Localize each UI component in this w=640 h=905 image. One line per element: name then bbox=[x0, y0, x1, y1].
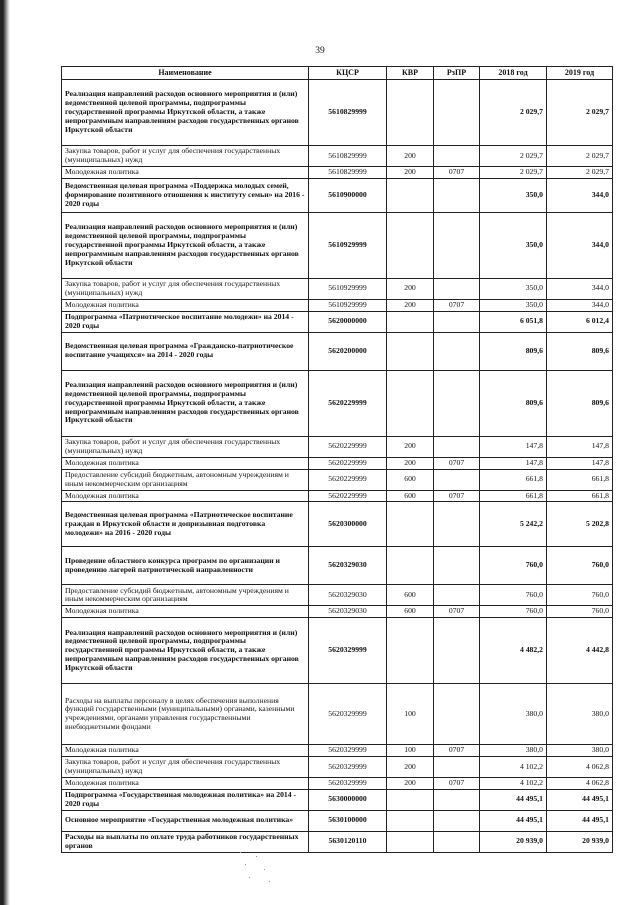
row-2018: 5 242,2 bbox=[480, 502, 547, 547]
row-kcsr: 5630000000 bbox=[309, 789, 387, 810]
row-kcsr: 5630100000 bbox=[309, 810, 387, 831]
row-name: Закупка товаров, работ и услуг для обеспечения государственных (муниципальных) нужд bbox=[62, 146, 309, 167]
table-row bbox=[62, 831, 613, 852]
row-name: Ведомственная целевая программа «Патриотическое воспитание граждан в Иркутской области и допризывная подготовка молодежи» на 2016 - 2020 годы bbox=[62, 502, 309, 547]
table-row bbox=[62, 606, 613, 618]
row-2018: 4 102,2 bbox=[480, 757, 547, 778]
row-kcsr: 5620329030 bbox=[309, 606, 387, 618]
row-kvr bbox=[387, 547, 434, 585]
row-kvr bbox=[387, 311, 434, 332]
row-rzpr bbox=[434, 757, 480, 778]
row-2019: 147,8 bbox=[547, 436, 613, 457]
row-2019: 809,6 bbox=[547, 370, 613, 436]
row-rzpr bbox=[434, 178, 480, 212]
table-row bbox=[62, 212, 613, 278]
row-name: Подпрограмма «Государственная молодежная политика» на 2014 - 2020 годы bbox=[62, 789, 309, 810]
row-rzpr bbox=[434, 146, 480, 167]
row-rzpr bbox=[434, 332, 480, 370]
row-kvr bbox=[387, 618, 434, 684]
row-name: Проведение областного конкурса программ по организации и проведению лагерей патриотической направленности bbox=[62, 547, 309, 585]
row-kvr bbox=[387, 502, 434, 547]
row-rzpr: 0707 bbox=[434, 745, 480, 757]
table-row bbox=[62, 547, 613, 585]
row-2018: 4 482,2 bbox=[480, 618, 547, 684]
row-rzpr bbox=[434, 212, 480, 278]
row-2018: 350,0 bbox=[480, 212, 547, 278]
row-name: Молодежная политика bbox=[62, 490, 309, 502]
row-2018: 380,0 bbox=[480, 745, 547, 757]
row-kcsr: 5620229999 bbox=[309, 469, 387, 490]
row-2019: 44 495,1 bbox=[547, 789, 613, 810]
row-2018: 380,0 bbox=[480, 684, 547, 745]
row-rzpr bbox=[434, 436, 480, 457]
row-2018: 20 939,0 bbox=[480, 831, 547, 852]
row-rzpr bbox=[434, 370, 480, 436]
row-kvr bbox=[387, 831, 434, 852]
row-2019: 809,6 bbox=[547, 332, 613, 370]
row-2019: 5 202,8 bbox=[547, 502, 613, 547]
row-name: Молодежная политика bbox=[62, 457, 309, 469]
row-kcsr: 5620329999 bbox=[309, 684, 387, 745]
table-row bbox=[62, 757, 613, 778]
row-2019: 4 062,8 bbox=[547, 778, 613, 790]
row-kcsr: 5620329999 bbox=[309, 618, 387, 684]
table-header-row bbox=[62, 67, 613, 80]
row-2019: 147,8 bbox=[547, 457, 613, 469]
header-kvr: КВР bbox=[387, 67, 434, 80]
row-2019: 344,0 bbox=[547, 278, 613, 299]
row-kvr: 200 bbox=[387, 278, 434, 299]
row-2019: 344,0 bbox=[547, 212, 613, 278]
row-rzpr bbox=[434, 831, 480, 852]
row-2018: 6 051,8 bbox=[480, 311, 547, 332]
row-rzpr bbox=[434, 789, 480, 810]
row-rzpr: 0707 bbox=[434, 490, 480, 502]
row-kvr bbox=[387, 212, 434, 278]
row-kcsr: 5620329030 bbox=[309, 585, 387, 606]
row-name: Молодежная политика bbox=[62, 778, 309, 790]
row-rzpr bbox=[434, 80, 480, 146]
row-name: Расходы на выплаты по оплате труда работников государственных органов bbox=[62, 831, 309, 852]
row-2018: 44 495,1 bbox=[480, 810, 547, 831]
row-kcsr: 5620229999 bbox=[309, 490, 387, 502]
row-kcsr: 5620329999 bbox=[309, 778, 387, 790]
scan-edge bbox=[0, 0, 10, 905]
budget-table bbox=[61, 66, 613, 853]
table-row bbox=[62, 436, 613, 457]
row-kcsr: 5610829999 bbox=[309, 167, 387, 179]
row-rzpr: 0707 bbox=[434, 778, 480, 790]
table-row bbox=[62, 178, 613, 212]
row-2018: 350,0 bbox=[480, 278, 547, 299]
row-kcsr: 5620329030 bbox=[309, 547, 387, 585]
table-row bbox=[62, 299, 613, 311]
row-2018: 44 495,1 bbox=[480, 789, 547, 810]
row-kcsr: 5620329999 bbox=[309, 745, 387, 757]
table-row bbox=[62, 789, 613, 810]
row-kvr: 600 bbox=[387, 606, 434, 618]
row-kvr: 200 bbox=[387, 778, 434, 790]
row-kvr: 600 bbox=[387, 585, 434, 606]
row-name: Реализация направлений расходов основного мероприятия и (или) ведомственной целевой программы, подпрограммы государственной программы Иркутской области, а также непрограммным направлениям расходов государственных органов Иркутской области bbox=[62, 212, 309, 278]
row-name: Закупка товаров, работ и услуг для обеспечения государственных (муниципальных) нужд bbox=[62, 757, 309, 778]
header-name: Наименование bbox=[62, 67, 309, 80]
table-row bbox=[62, 810, 613, 831]
row-kcsr: 5610929999 bbox=[309, 212, 387, 278]
row-2018: 147,8 bbox=[480, 457, 547, 469]
row-2019: 344,0 bbox=[547, 299, 613, 311]
row-kcsr: 5620200000 bbox=[309, 332, 387, 370]
row-name: Реализация направлений расходов основного мероприятия и (или) ведомственной целевой программы, подпрограммы государственной программы Иркутской области, а также непрограммным направлениям расходов государственных органов Иркутской области bbox=[62, 80, 309, 146]
row-name: Расходы на выплаты персоналу в целях обеспечения выполнения функций государственными (муниципальными) органами, казенными учреждениями, органами управления государственными внебюджетными фондами bbox=[62, 684, 309, 745]
row-2019: 2 029,7 bbox=[547, 146, 613, 167]
row-kcsr: 5610829999 bbox=[309, 80, 387, 146]
table-row bbox=[62, 585, 613, 606]
row-2019: 4 062,8 bbox=[547, 757, 613, 778]
row-kvr: 600 bbox=[387, 469, 434, 490]
row-name: Молодежная политика bbox=[62, 167, 309, 179]
row-2018: 4 102,2 bbox=[480, 778, 547, 790]
scan-noise bbox=[236, 850, 276, 890]
row-kcsr: 5630120110 bbox=[309, 831, 387, 852]
table-row bbox=[62, 618, 613, 684]
row-2018: 350,0 bbox=[480, 299, 547, 311]
row-2019: 344,0 bbox=[547, 178, 613, 212]
row-rzpr bbox=[434, 278, 480, 299]
row-rzpr bbox=[434, 810, 480, 831]
row-rzpr: 0707 bbox=[434, 167, 480, 179]
row-2019: 380,0 bbox=[547, 684, 613, 745]
row-rzpr: 0707 bbox=[434, 299, 480, 311]
row-name: Реализация направлений расходов основного мероприятия и (или) ведомственной целевой программы, подпрограммы государственной программы Иркутской области, а также непрограммным направлениям расходов государственных органов Иркутской области bbox=[62, 370, 309, 436]
row-2018: 350,0 bbox=[480, 178, 547, 212]
row-rzpr bbox=[434, 684, 480, 745]
row-name: Ведомственная целевая программа «Поддержка молодых семей, формирование позитивного отношения к институту семьи» на 2016 - 2020 годы bbox=[62, 178, 309, 212]
header-2018: 2018 год bbox=[480, 67, 547, 80]
table-row bbox=[62, 146, 613, 167]
row-rzpr bbox=[434, 502, 480, 547]
table-row bbox=[62, 778, 613, 790]
row-rzpr bbox=[434, 618, 480, 684]
row-kcsr: 5620000000 bbox=[309, 311, 387, 332]
row-kvr: 200 bbox=[387, 457, 434, 469]
row-kvr bbox=[387, 178, 434, 212]
row-kvr: 200 bbox=[387, 146, 434, 167]
row-name: Подпрограмма «Патриотическое воспитание молодежи» на 2014 - 2020 годы bbox=[62, 311, 309, 332]
row-kvr bbox=[387, 80, 434, 146]
row-kvr bbox=[387, 789, 434, 810]
row-2018: 809,6 bbox=[480, 332, 547, 370]
row-kvr bbox=[387, 810, 434, 831]
table-row bbox=[62, 311, 613, 332]
row-kvr: 200 bbox=[387, 757, 434, 778]
row-2018: 661,8 bbox=[480, 469, 547, 490]
row-kvr: 200 bbox=[387, 436, 434, 457]
row-name: Закупка товаров, работ и услуг для обеспечения государственных (муниципальных) нужд bbox=[62, 278, 309, 299]
header-2019: 2019 год bbox=[547, 67, 613, 80]
row-rzpr bbox=[434, 311, 480, 332]
row-2019: 380,0 bbox=[547, 745, 613, 757]
row-kcsr: 5620229999 bbox=[309, 457, 387, 469]
row-kvr: 100 bbox=[387, 745, 434, 757]
row-kcsr: 5620329999 bbox=[309, 757, 387, 778]
row-2019: 661,8 bbox=[547, 490, 613, 502]
row-kcsr: 5610929999 bbox=[309, 299, 387, 311]
table-row bbox=[62, 469, 613, 490]
row-name: Реализация направлений расходов основного мероприятия и (или) ведомственной целевой программы, подпрограммы государственной программы Иркутской области, а также непрограммным направлениям расходов государственных органов Иркутской области bbox=[62, 618, 309, 684]
row-name: Предоставление субсидий бюджетным, автономным учреждениям и иным некоммерческим организациям bbox=[62, 585, 309, 606]
row-2018: 760,0 bbox=[480, 585, 547, 606]
row-2018: 661,8 bbox=[480, 490, 547, 502]
header-rzpr: РзПР bbox=[434, 67, 480, 80]
row-2019: 2 029,7 bbox=[547, 80, 613, 146]
row-2019: 661,8 bbox=[547, 469, 613, 490]
row-kvr: 200 bbox=[387, 167, 434, 179]
table-row bbox=[62, 502, 613, 547]
row-kcsr: 5620229999 bbox=[309, 436, 387, 457]
row-2018: 2 029,7 bbox=[480, 167, 547, 179]
table-row bbox=[62, 80, 613, 146]
row-2019: 760,0 bbox=[547, 585, 613, 606]
row-2019: 6 012,4 bbox=[547, 311, 613, 332]
row-kvr bbox=[387, 332, 434, 370]
row-kcsr: 5620229999 bbox=[309, 370, 387, 436]
row-2019: 760,0 bbox=[547, 547, 613, 585]
row-name: Предоставление субсидий бюджетным, автономным учреждениям и иным некоммерческим организациям bbox=[62, 469, 309, 490]
row-2018: 2 029,7 bbox=[480, 80, 547, 146]
header-kcsr: КЦСР bbox=[309, 67, 387, 80]
row-2019: 44 495,1 bbox=[547, 810, 613, 831]
row-2018: 809,6 bbox=[480, 370, 547, 436]
row-rzpr: 0707 bbox=[434, 457, 480, 469]
row-2018: 760,0 bbox=[480, 547, 547, 585]
row-2018: 147,8 bbox=[480, 436, 547, 457]
row-name: Молодежная политика bbox=[62, 745, 309, 757]
row-rzpr bbox=[434, 585, 480, 606]
table-row bbox=[62, 490, 613, 502]
table-row bbox=[62, 167, 613, 179]
row-name: Молодежная политика bbox=[62, 606, 309, 618]
table-row bbox=[62, 370, 613, 436]
row-kcsr: 5610900000 bbox=[309, 178, 387, 212]
table-row bbox=[62, 457, 613, 469]
row-kcsr: 5610829999 bbox=[309, 146, 387, 167]
row-name: Ведомственная целевая программа «Гражданско-патриотическое воспитание учащихся» на 2014 - 2020 годы bbox=[62, 332, 309, 370]
row-kvr: 100 bbox=[387, 684, 434, 745]
row-name: Закупка товаров, работ и услуг для обеспечения государственных (муниципальных) нужд bbox=[62, 436, 309, 457]
row-2019: 760,0 bbox=[547, 606, 613, 618]
row-name: Молодежная политика bbox=[62, 299, 309, 311]
row-kvr: 200 bbox=[387, 299, 434, 311]
row-2019: 20 939,0 bbox=[547, 831, 613, 852]
row-name: Основное мероприятие «Государственная молодежная политика» bbox=[62, 810, 309, 831]
row-2019: 2 029,7 bbox=[547, 167, 613, 179]
table-row bbox=[62, 684, 613, 745]
row-rzpr: 0707 bbox=[434, 606, 480, 618]
page-number: 39 bbox=[315, 46, 325, 56]
row-2019: 4 442,8 bbox=[547, 618, 613, 684]
table-row bbox=[62, 278, 613, 299]
row-2018: 760,0 bbox=[480, 606, 547, 618]
row-kvr: 600 bbox=[387, 490, 434, 502]
row-kvr bbox=[387, 370, 434, 436]
row-rzpr bbox=[434, 547, 480, 585]
table-row bbox=[62, 745, 613, 757]
row-2018: 2 029,7 bbox=[480, 146, 547, 167]
table-row bbox=[62, 332, 613, 370]
row-kcsr: 5610929999 bbox=[309, 278, 387, 299]
row-kcsr: 5620300000 bbox=[309, 502, 387, 547]
row-rzpr bbox=[434, 469, 480, 490]
